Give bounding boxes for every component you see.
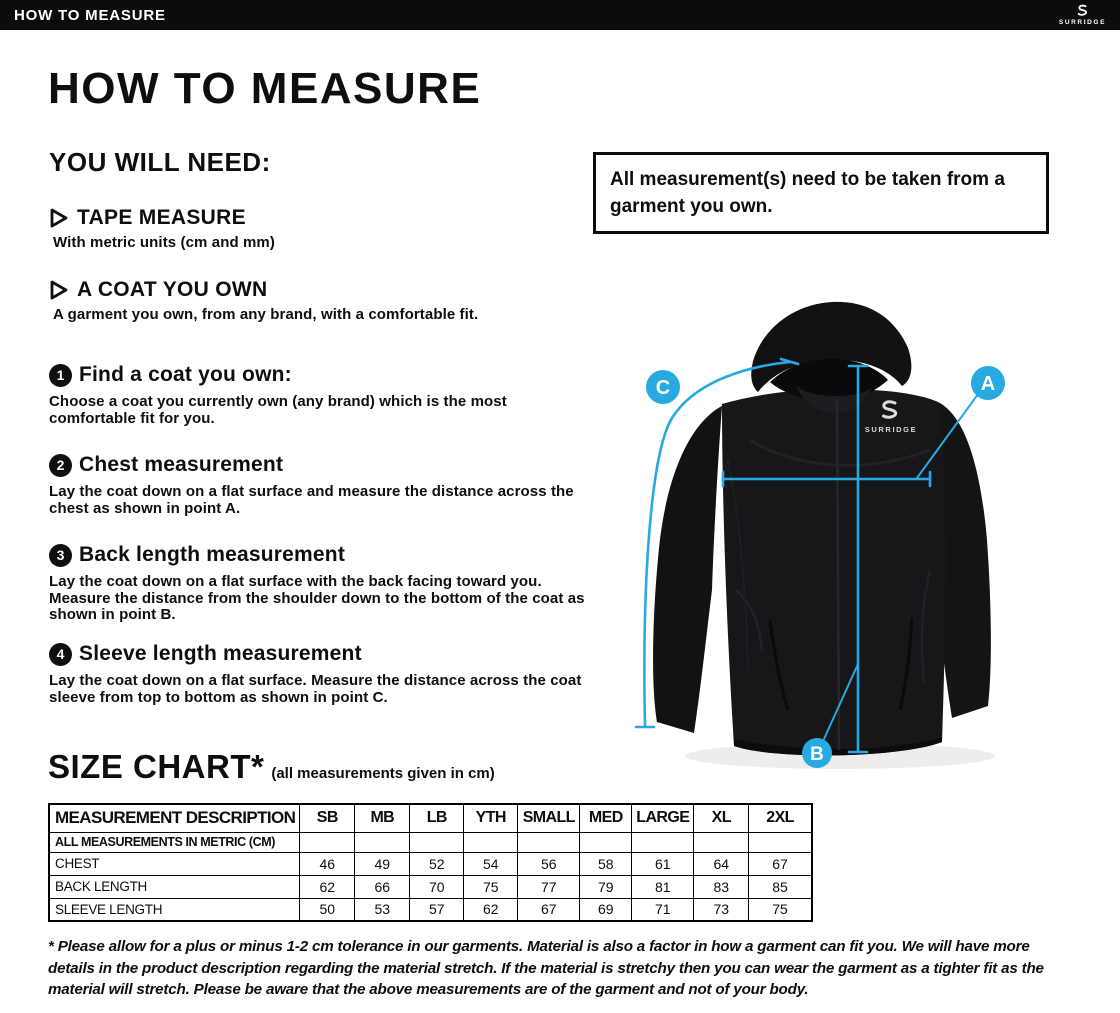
size-value: 58: [580, 852, 632, 875]
row-label: SLEEVE LENGTH: [49, 898, 300, 921]
size-value: 54: [464, 852, 518, 875]
need-item-description: With metric units (cm and mm): [53, 234, 275, 251]
column-header: MEASUREMENT DESCRIPTION: [49, 804, 300, 832]
need-item-title: A COAT YOU OWN: [77, 278, 268, 301]
column-header: LB: [410, 804, 464, 832]
size-value: 70: [410, 875, 464, 898]
column-header: SMALL: [518, 804, 580, 832]
size-value: 66: [355, 875, 410, 898]
size-row: [49, 898, 812, 921]
step-1: [49, 363, 593, 427]
size-value: 49: [355, 852, 410, 875]
step-title: Find a coat you own:: [79, 363, 292, 386]
size-chart-header-row: [49, 804, 812, 832]
size-value: 61: [632, 852, 694, 875]
column-header: LARGE: [632, 804, 694, 832]
size-chart-heading: [48, 748, 495, 786]
step-title: Back length measurement: [79, 543, 346, 566]
size-value: 46: [300, 852, 355, 875]
metric-note-row: [49, 832, 812, 852]
tolerance-footnote: * Please allow for a plus or minus 1-2 cm tolerance in our garments. Material is also a factor in how a garment can fit you. We will have more details in the product description regarding the material stretch. If the material is stretchy then you can wear the garment as a tighter fit as the material will stretch. Please be aware that the above measurements are of the garment and not of your body.: [48, 938, 1044, 998]
empty-cell: [518, 832, 580, 852]
column-header: SB: [300, 804, 355, 832]
size-value: 57: [410, 898, 464, 921]
size-value: 50: [300, 898, 355, 921]
size-value: 64: [694, 852, 749, 875]
size-value: 53: [355, 898, 410, 921]
svg-text:SURRIDGE: SURRIDGE: [864, 425, 918, 434]
need-item-title: TAPE MEASURE: [77, 206, 246, 229]
label-a: A: [980, 373, 996, 395]
size-value: 62: [300, 875, 355, 898]
empty-cell: [410, 832, 464, 852]
size-value: 81: [632, 875, 694, 898]
empty-cell: [694, 832, 749, 852]
surridge-s-icon: [1076, 4, 1089, 18]
label-b: B: [810, 744, 824, 765]
surridge-wordmark: SURRIDGE: [1058, 19, 1106, 26]
size-value: 77: [518, 875, 580, 898]
step-3: [49, 543, 593, 624]
size-chart-subtitle: (all measurements given in cm): [271, 765, 495, 782]
size-chart-table: [48, 803, 813, 922]
surridge-logo: [1059, 4, 1110, 26]
column-header: MB: [355, 804, 410, 832]
size-value: 67: [749, 852, 812, 875]
empty-cell: [749, 832, 812, 852]
column-header: YTH: [464, 804, 518, 832]
step-title: Chest measurement: [79, 453, 284, 476]
size-value: 75: [749, 898, 812, 921]
size-value: 83: [694, 875, 749, 898]
jacket-illustration: [600, 290, 1120, 790]
empty-cell: [355, 832, 410, 852]
size-value: 52: [410, 852, 464, 875]
size-row: [49, 852, 812, 875]
step-description: Choose a coat you currently own (any brand) which is the most comfortable fit for you.: [49, 393, 507, 427]
column-header: XL: [694, 804, 749, 832]
size-value: 71: [632, 898, 694, 921]
top-bar: [0, 0, 1120, 30]
size-value: 67: [518, 898, 580, 921]
size-value: 62: [464, 898, 518, 921]
metric-note: ALL MEASUREMENTS IN METRIC (CM): [49, 832, 300, 852]
size-chart-title: SIZE CHART*: [48, 748, 265, 785]
empty-cell: [580, 832, 632, 852]
step-description: Lay the coat down on a flat surface with the back facing toward you. Measure the distance from the shoulder down to the bottom of the coat as shown in point B.: [49, 573, 585, 623]
page-title: HOW TO MEASURE: [48, 64, 482, 113]
step-number-badge: 4: [49, 643, 72, 666]
empty-cell: [464, 832, 518, 852]
need-item-tape-measure: [49, 206, 589, 251]
step-4: [49, 642, 593, 706]
size-value: 79: [580, 875, 632, 898]
step-number-badge: 1: [49, 364, 72, 387]
triangle-bullet-icon: [49, 208, 69, 228]
size-row: [49, 875, 812, 898]
step-number-badge: 2: [49, 454, 72, 477]
step-description: Lay the coat down on a flat surface and measure the distance across the chest as shown in point A.: [49, 483, 574, 517]
size-value: 75: [464, 875, 518, 898]
column-header: 2XL: [749, 804, 812, 832]
size-value: 69: [580, 898, 632, 921]
step-2: [49, 453, 593, 517]
empty-cell: [632, 832, 694, 852]
need-item-coat: [49, 278, 589, 323]
column-header: MED: [580, 804, 632, 832]
you-will-need-heading: YOU WILL NEED:: [49, 147, 271, 177]
jacket-measurement-diagram: [600, 290, 1120, 790]
step-description: Lay the coat down on a flat surface. Measure the distance across the coat sleeve from top to bottom as shown in point C.: [49, 672, 582, 706]
size-value: 56: [518, 852, 580, 875]
size-value: 85: [749, 875, 812, 898]
triangle-bullet-icon: [49, 280, 69, 300]
step-title: Sleeve length measurement: [79, 642, 362, 665]
row-label: BACK LENGTH: [49, 875, 300, 898]
empty-cell: [300, 832, 355, 852]
label-c: C: [655, 377, 671, 399]
row-label: CHEST: [49, 852, 300, 875]
size-value: 73: [694, 898, 749, 921]
need-item-description: A garment you own, from any brand, with a comfortable fit.: [53, 306, 479, 323]
step-number-badge: 3: [49, 544, 72, 567]
measurement-note-box: All measurement(s) need to be taken from a garment you own.: [593, 152, 1049, 234]
top-bar-title: HOW TO MEASURE: [14, 6, 166, 24]
size-chart: [48, 803, 813, 922]
